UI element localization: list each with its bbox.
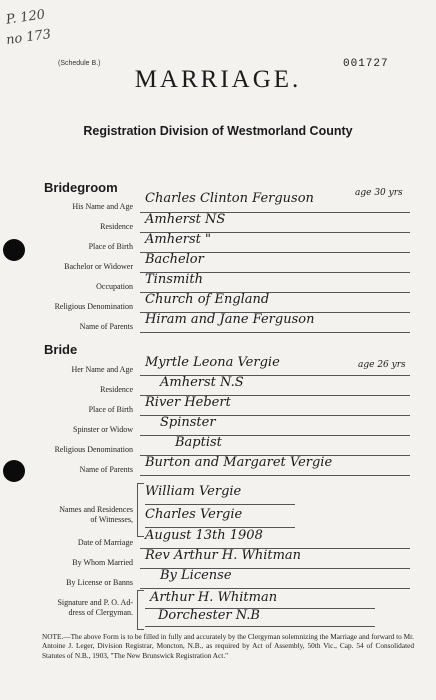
- bride-age: age 26 yrs: [358, 360, 406, 370]
- field-label: Religious Denomination: [54, 445, 133, 454]
- signature-bracket: [137, 590, 144, 630]
- clergyman-address: Dorchester N.B: [158, 608, 260, 623]
- bride-heading: Bride: [44, 342, 78, 357]
- bride-parents: Burton and Margaret Vergie: [145, 455, 333, 470]
- bride-marital-status: Spinster: [160, 415, 216, 430]
- clergyman-signature: Arthur H. Whitman: [150, 590, 278, 605]
- bride-name: Myrtle Leona Vergie: [145, 355, 280, 370]
- record-number-annotation: no 173: [5, 26, 52, 49]
- signature-label-line1: Signature and P. O. Ad-: [57, 598, 133, 607]
- serial-number: 001727: [343, 58, 389, 70]
- witness-2-name: Charles Vergie: [145, 507, 243, 522]
- field-label: Her Name and Age: [71, 365, 133, 374]
- field-label: Residence: [100, 385, 133, 394]
- field-line: [145, 504, 295, 505]
- field-label: Religious Denomination: [54, 302, 133, 311]
- form-note: [42, 632, 414, 660]
- marriage-date: August 13th 1908: [145, 528, 263, 543]
- field-label: Date of Marriage: [77, 538, 133, 547]
- witnesses-label: [3, 505, 133, 525]
- field-label: Name of Parents: [79, 322, 133, 331]
- schedule-label: (Schedule B.): [58, 60, 101, 67]
- signature-label: [3, 598, 133, 618]
- groom-occupation: Tinsmith: [145, 272, 203, 287]
- field-label: By License or Banns: [66, 578, 133, 587]
- witness-1-name: William Vergie: [145, 484, 242, 499]
- groom-denomination: Church of England: [145, 292, 270, 307]
- groom-parents: Hiram and Jane Ferguson: [145, 312, 315, 327]
- witnesses-bracket: [137, 483, 144, 537]
- field-label: Name of Parents: [79, 465, 133, 474]
- bride-denomination: Baptist: [175, 435, 222, 450]
- field-label: Occupation: [96, 282, 133, 291]
- field-line: [140, 588, 410, 589]
- note-text: —The above Form is to be filled in fully and accurately by the Clergyman solemnizing the Marriage and forward to Mr. Antoine J. Leger, Division Registrar, Moncton, N.B., as required by Act of Assembly, 50th Vic., Cap. 54 of Consolidated Statutes of N.B., 1903, "The New Brunswick Registration Act.": [42, 632, 414, 660]
- field-label: His Name and Age: [72, 202, 133, 211]
- license-or-banns: By License: [160, 568, 232, 583]
- field-label: Residence: [100, 222, 133, 231]
- groom-birthplace: Amherst ": [145, 232, 212, 247]
- field-label: Spinster or Widow: [73, 425, 133, 434]
- groom-residence: Amherst NS: [145, 212, 226, 227]
- groom-marital-status: Bachelor: [145, 252, 204, 267]
- field-line: [145, 626, 375, 627]
- page-title: MARRIAGE.: [134, 66, 302, 93]
- groom-name: Charles Clinton Ferguson: [145, 191, 314, 206]
- bridegroom-heading: Bridegroom: [44, 180, 118, 195]
- field-line: [140, 475, 410, 476]
- field-label: Place of Birth: [88, 405, 133, 414]
- witnesses-label-line2: of Witnesses,: [90, 515, 133, 524]
- field-label: Bachelor or Widower: [64, 262, 133, 271]
- registration-division: Registration Division of Westmorland County: [83, 124, 353, 138]
- field-line: [140, 332, 410, 333]
- field-label: Place of Birth: [88, 242, 133, 251]
- note-lead: NOTE.: [42, 632, 64, 641]
- bride-residence: Amherst N.S: [160, 375, 244, 390]
- officiant-name: Rev Arthur H. Whitman: [145, 548, 302, 563]
- field-label: By Whom Married: [72, 558, 133, 567]
- page-annotation: P. 120: [5, 7, 47, 28]
- witnesses-label-line1: Names and Residences: [59, 505, 133, 514]
- bride-birthplace: River Hebert: [145, 395, 231, 410]
- signature-label-line2: dress of Clergyman.: [68, 608, 133, 617]
- groom-age: age 30 yrs: [355, 188, 403, 198]
